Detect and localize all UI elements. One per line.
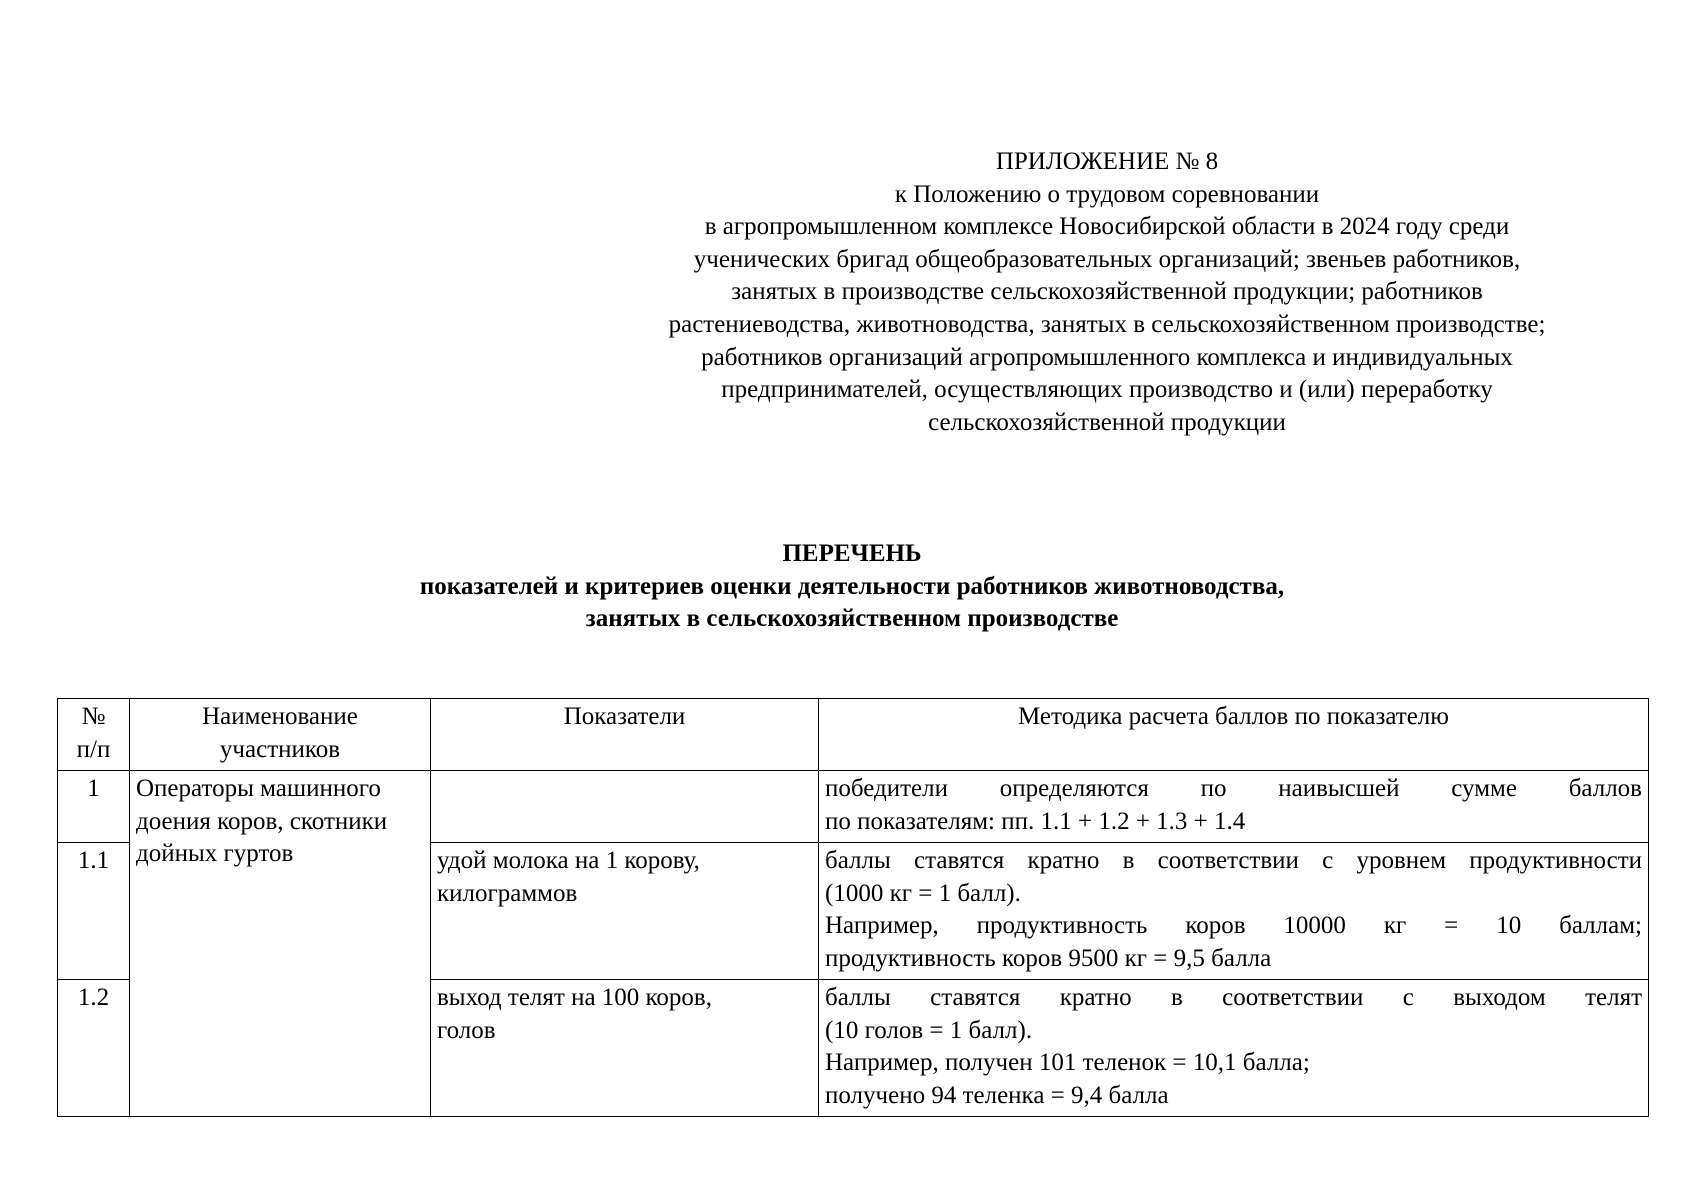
participants-cell: Операторы машинного доения коров, скотники дойных гуртов: [130, 771, 431, 1117]
header-participants: Наименование участников: [130, 699, 431, 771]
appendix-line: растениеводства, животноводства, занятых в сельскохозяйственном производстве;: [668, 310, 1546, 338]
table-row: [58, 771, 1649, 843]
appendix-line: в агропромышленном комплексе Новосибирской области в 2024 году среди: [704, 213, 1510, 241]
appendix-line: работников организаций агропромышленного комплекса и индивидуальных: [701, 343, 1513, 371]
method-cell: баллы ставятся кратно в соответствии с выходом телят (10 голов = 1 балл). Например, получен 101 теленок = 10,1 балла; получено 94 теленка = 9,4 балла: [819, 980, 1649, 1117]
appendix-header: [600, 146, 1614, 439]
header-indicators: Показатели: [431, 699, 819, 771]
appendix-number: ПРИЛОЖЕНИЕ № 8: [995, 148, 1219, 175]
indicator-cell: удой молока на 1 корову, килограммов: [431, 843, 819, 980]
appendix-line: к Положению о трудовом соревновании: [894, 180, 1320, 208]
header-number: № п/п: [58, 699, 130, 771]
row-number: 1.2: [58, 980, 130, 1117]
indicator-cell: выход телят на 100 коров, голов: [431, 980, 819, 1117]
appendix-line: предпринимателей, осуществляющих производство и (или) переработку: [721, 376, 1493, 404]
table-header-row: [58, 699, 1649, 771]
criteria-table: [57, 698, 1649, 1117]
document-heading: [57, 538, 1647, 636]
appendix-line: сельскохозяйственной продукции: [928, 408, 1286, 436]
appendix-line: ученических бригад общеобразовательных организаций; звеньев работников,: [693, 245, 1521, 273]
row-number: 1: [58, 771, 130, 843]
row-number: 1.1: [58, 843, 130, 980]
method-cell: баллы ставятся кратно в соответствии с уровнем продуктивности (1000 кг = 1 балл). Например, продуктивность коров 10000 кг = 10 баллам; продуктивность коров 9500 кг = 9,5 балла: [819, 843, 1649, 980]
appendix-line: занятых в производстве сельскохозяйственной продукции; работников: [731, 278, 1483, 306]
document-subtitle: показателей и критериев оценки деятельности работников животноводства,: [419, 572, 1285, 600]
indicator-cell: [431, 771, 819, 843]
document-title: ПЕРЕЧЕНЬ: [782, 540, 922, 567]
document-subtitle: занятых в сельскохозяйственном производстве: [585, 605, 1119, 633]
header-method: Методика расчета баллов по показателю: [819, 699, 1649, 771]
method-cell: победители определяются по наивысшей сумме баллов по показателям: пп. 1.1 + 1.2 + 1.3 + 1.4: [819, 771, 1649, 843]
